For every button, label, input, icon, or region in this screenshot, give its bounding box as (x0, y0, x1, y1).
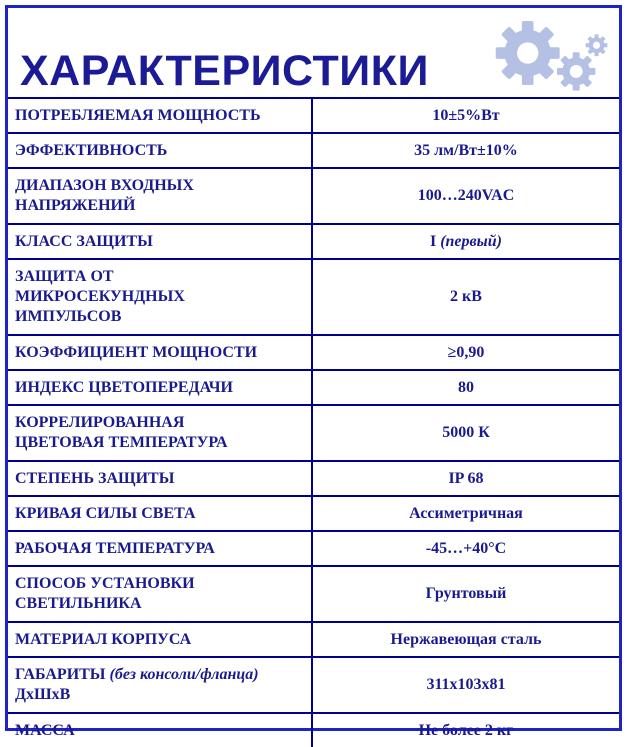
gears-icon (487, 16, 613, 92)
table-row (8, 495, 619, 530)
table-row (8, 99, 619, 132)
spec-label: КОРРЕЛИРОВАННАЯ ЦВЕТОВАЯ ТЕМПЕРАТУРА (8, 406, 313, 460)
spec-label: МАССА (8, 714, 313, 747)
spec-value: 35 лм/Вт±10% (414, 141, 518, 159)
spec-label: КОЭФФИЦИЕНТ МОЩНОСТИ (8, 336, 313, 369)
table-row (8, 258, 619, 334)
table-row (8, 565, 619, 621)
table-row (8, 712, 619, 747)
spec-value: Не более 2 кг (418, 721, 514, 739)
table-row (8, 404, 619, 460)
spec-label: ДИАПАЗОН ВХОДНЫХ НАПРЯЖЕНИЙ (8, 169, 313, 223)
spec-label: ГАБАРИТЫ (без консоли/фланца) ДхШхВ (8, 658, 313, 712)
spec-value: 10±5%Вт (432, 106, 500, 124)
table-row (8, 223, 619, 258)
spec-value: ≥0,90 (447, 343, 485, 361)
spec-label: ЗАЩИТА ОТ МИКРОСЕКУНДНЫХ ИМПУЛЬСОВ (8, 260, 313, 334)
table-row (8, 369, 619, 404)
spec-label: СПОСОБ УСТАНОВКИ СВЕТИЛЬНИКА (8, 567, 313, 621)
table-row (8, 530, 619, 565)
table-row (8, 656, 619, 712)
spec-value: 100…240VAC (417, 187, 515, 204)
spec-value: 2 кВ (450, 288, 482, 305)
spec-value: 5000 К (442, 424, 490, 441)
spec-value: -45…+40°C (425, 539, 507, 557)
spec-label: КЛАСС ЗАЩИТЫ (8, 225, 313, 258)
spec-label: ЭФФЕКТИВНОСТЬ (8, 134, 313, 167)
spec-value: I (первый) (429, 232, 503, 250)
table-row (8, 167, 619, 223)
table-row (8, 460, 619, 495)
table-row (8, 621, 619, 656)
spec-table (8, 97, 619, 747)
spec-sheet-frame (5, 5, 622, 739)
spec-label: ПОТРЕБЛЯЕМАЯ МОЩНОСТЬ (8, 99, 313, 132)
page-title: ХАРАКТЕРИСТИКИ (20, 47, 429, 96)
table-row (8, 334, 619, 369)
header (8, 8, 619, 97)
spec-value: IP 68 (448, 469, 484, 487)
spec-label: РАБОЧАЯ ТЕМПЕРАТУРА (8, 532, 313, 565)
table-row (8, 132, 619, 167)
spec-value: Ассиметричная (409, 504, 523, 522)
spec-label: КРИВАЯ СИЛЫ СВЕТА (8, 497, 313, 530)
spec-label: СТЕПЕНЬ ЗАЩИТЫ (8, 462, 313, 495)
spec-value: 80 (458, 378, 474, 396)
spec-value: Грунтовый (425, 585, 507, 602)
spec-label: МАТЕРИАЛ КОРПУСА (8, 623, 313, 656)
spec-value: Нержавеющая сталь (390, 630, 542, 648)
spec-value: 311x103x81 (426, 676, 506, 693)
spec-label: ИНДЕКС ЦВЕТОПЕРЕДАЧИ (8, 371, 313, 404)
